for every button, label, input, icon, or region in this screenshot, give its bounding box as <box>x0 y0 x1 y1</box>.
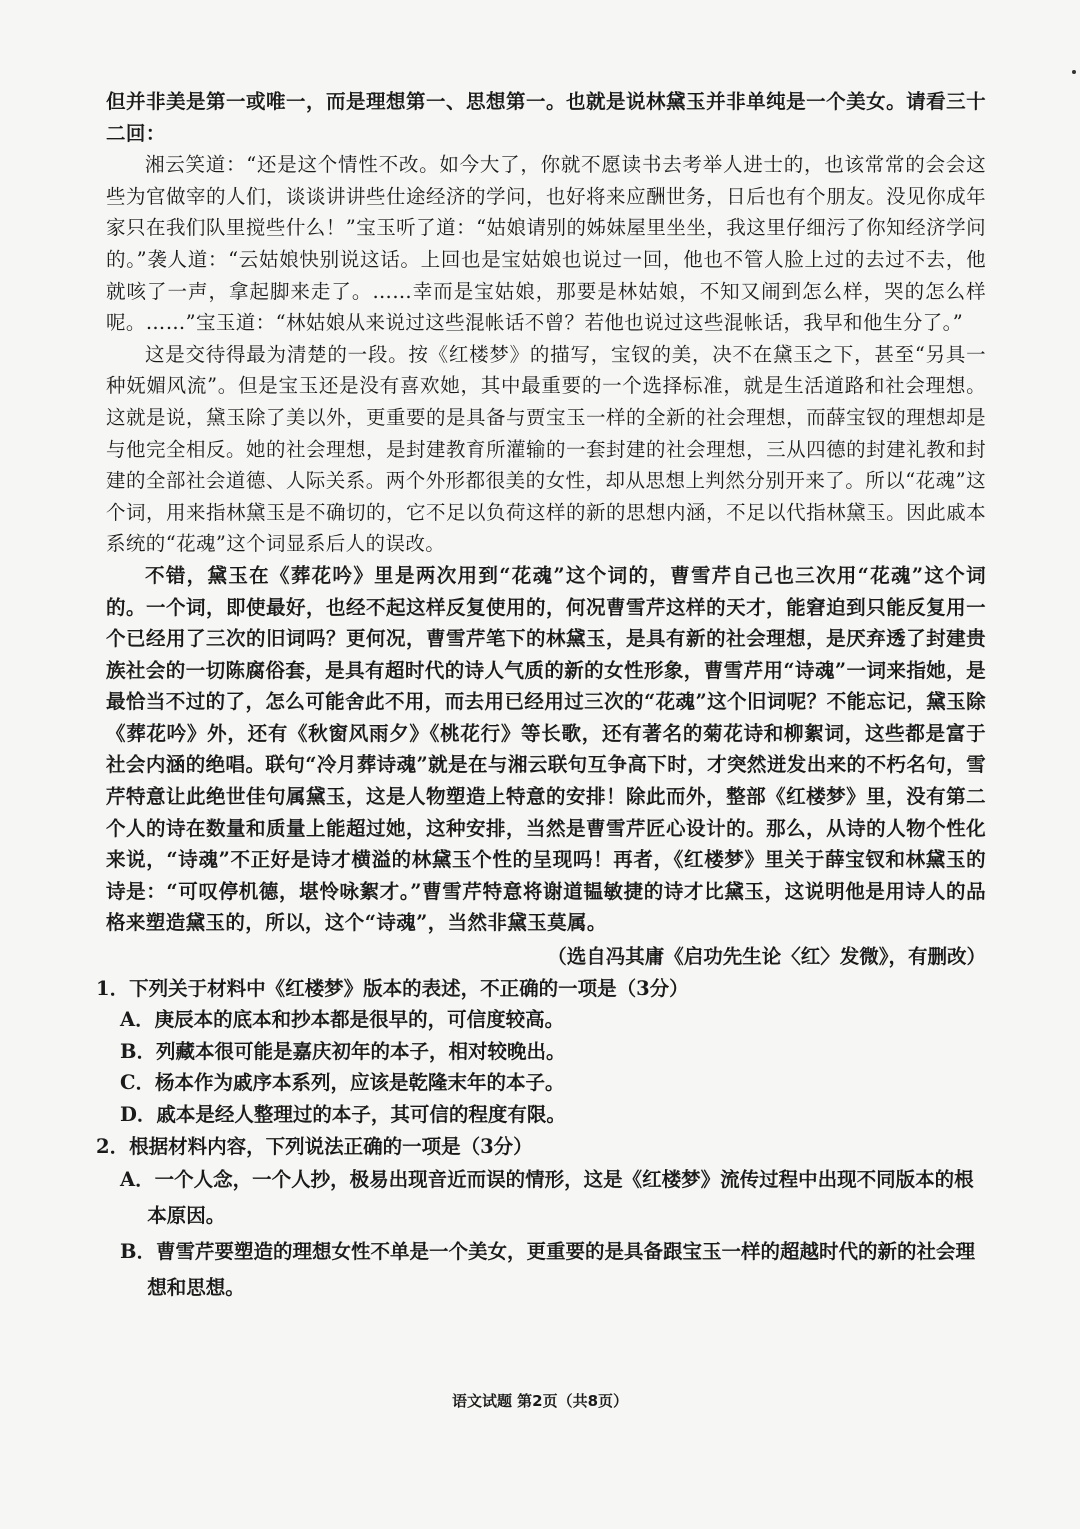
question-1-option-d: D．戚本是经人整理过的本子，其可信的程度有限。 <box>120 1103 566 1126</box>
passage-paragraph-quote: 湘云笑道：“还是这个情性不改。如今大了，你就不愿读书去考举人进士的，也该常常的会会这些为官做宰的人们，谈谈讲讲些仕途经济的学问，也好将来应酬世务，日后也有个朋友。没见你成年家只在我们队里搅些什么！”宝玉听了道：“姑娘请别的姊妹屋里坐坐，我这里仔细污了你知经济学问的。”袭人道：“云姑娘快别说这话。上回也是宝姑娘也说过一回，他也不管人脸上过的去过不去，他就咳了一声，拿起脚来走了。……幸而是宝姑娘，那要是林姑娘，不知又闹到怎么样，哭的怎么样呢。……”宝玉道：“林姑娘从来说过这些混帐话不曾？若他也说过这些混帐话，我早和他生分了。” <box>106 153 986 335</box>
question-1-stem: 1．下列关于材料中《红楼梦》版本的表述，不正确的一项是（3分） <box>96 976 689 1000</box>
passage-body <box>96 86 986 1306</box>
passage-paragraph-0: 但并非美是第一或唯一，而是理想第一、思想第一。也就是说林黛玉并非单纯是一个美女。请看三十二回： <box>106 90 986 145</box>
question-2-stem: 2．根据材料内容，下列说法正确的一项是（3分） <box>96 1134 533 1158</box>
page-footer: 语文试题 第2页（共8页） <box>451 1392 629 1410</box>
question-1-option-c: C．杨本作为戚序本系列，应该是乾隆末年的本子。 <box>120 1071 565 1095</box>
question-2-option-a: A．一个人念，一个人抄，极易出现音近而误的情形，这是《红楼梦》流传过程中出现不同版本的根本原因。 <box>120 1168 974 1228</box>
passage-source: （选自冯其庸《启功先生论〈红〉发微》，有删改） <box>547 945 986 969</box>
question-1-option-b: B．列藏本很可能是嘉庆初年的本子，相对较晚出。 <box>120 1039 566 1063</box>
scan-speck <box>1072 70 1076 74</box>
passage-paragraph-2: 这是交待得最为清楚的一段。按《红楼梦》的描写，宝钗的美，决不在黛玉之下，甚至“另具一种妩媚风流”。但是宝玉还是没有喜欢她，其中最重要的一个选择标准，就是生活道路和社会理想。这就是说，黛玉除了美以外，更重要的是具备与贾宝玉一样的全新的社会理想，而薛宝钗的理想却是与他完全相反。她的社会理想，是封建教育所灌输的一套封建的社会理想，三从四德的封建礼教和封建的全部社会道德、人际关系。两个外形都很美的女性，却从思想上判然分别开来了。所以“花魂”这个词，用来指林黛玉是不确切的，它不足以负荷这样的新的思想内涵，不足以代指林黛玉。因此戚本系统的“花魂”这个词显系后人的误改。 <box>106 342 986 556</box>
question-2-option-b: B．曹雪芹要塑造的理想女性不单是一个美女，更重要的是具备跟宝玉一样的超越时代的新的社会理想和思想。 <box>120 1240 975 1300</box>
question-1-option-a: A．庚辰本的底本和抄本都是很早的，可信度较高。 <box>120 1008 565 1032</box>
passage-paragraph-3: 不错，黛玉在《葬花吟》里是两次用到“花魂”这个词的，曹雪芹自己也三次用“花魂”这个词的。一个词，即使最好，也经不起这样反复使用的，何况曹雪芹这样的天才，能窘迫到只能反复用一个已经用了三次的旧词吗？更何况，曹雪芹笔下的林黛玉，是具有新的社会理想，是厌弃透了封建贵族社会的一切陈腐俗套，是具有超时代的诗人气质的新的女性形象，曹雪芹用“诗魂”一词来指她，是最恰当不过的了，怎么可能舍此不用，而去用已经用过三次的“花魂”这个旧词呢？不能忘记，黛玉除《葬花吟》外，还有《秋窗风雨夕》《桃花行》等长歌，还有著名的菊花诗和柳絮词，这些都是富于社会内涵的绝唱。联句“冷月葬诗魂”就是在与湘云联句互争高下时，才突然迸发出来的不朽名句，雪芹特意让此绝世佳句属黛玉，这是人物塑造上特意的安排！除此而外，整部《红楼梦》里，没有第二个人的诗在数量和质量上能超过她，这种安排，当然是曹雪芹匠心设计的。那么，从诗的人物个性化来说，“诗魂”不正好是诗才横溢的林黛玉个性的呈现吗！再者，《红楼梦》里关于薛宝钗和林黛玉的诗是：“可叹停机德，堪怜咏絮才。”曹雪芹特意将谢道韫敏捷的诗才比黛玉，这说明他是用诗人的品格来塑造黛玉的，所以，这个“诗魂”，当然非黛玉莫属。 <box>106 563 986 935</box>
